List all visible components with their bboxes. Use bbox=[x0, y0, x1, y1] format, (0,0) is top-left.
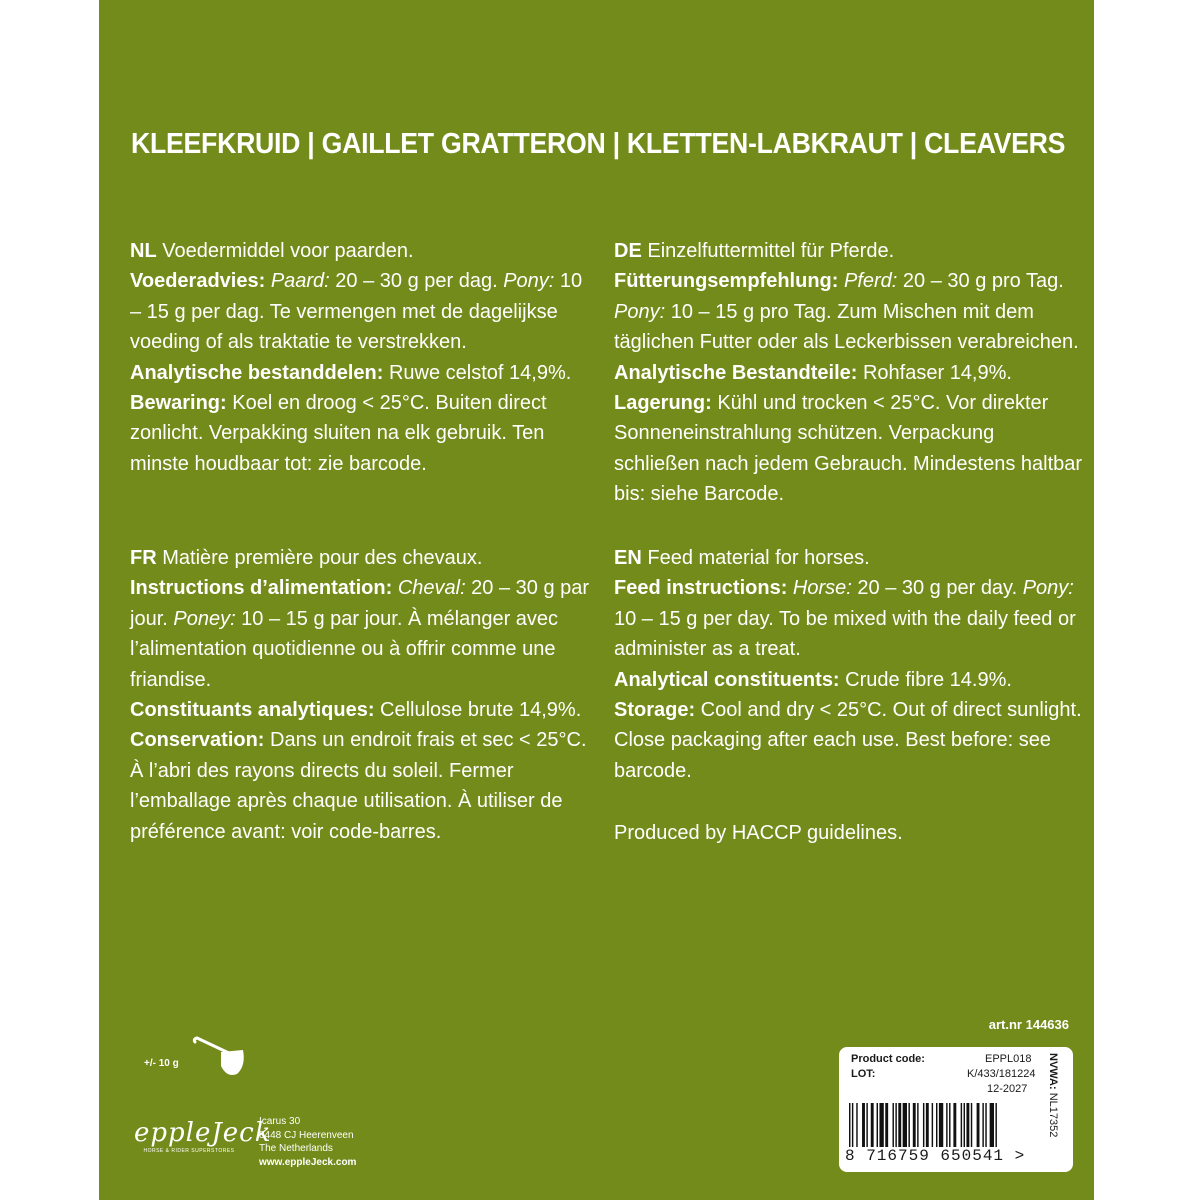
de-code: DE bbox=[614, 240, 642, 262]
barcode-bar bbox=[936, 1103, 937, 1147]
nl-pony-label: Pony: bbox=[503, 270, 555, 293]
article-number: art.nr 144636 bbox=[988, 1017, 1069, 1032]
en-intro: Feed material for horses. bbox=[641, 547, 870, 569]
barcode-bar bbox=[939, 1103, 943, 1147]
barcode-bar bbox=[961, 1103, 962, 1147]
barcode-bar bbox=[895, 1103, 896, 1147]
nl-horse-dose: 20 – 30 g per dag. bbox=[329, 270, 504, 293]
nvwa-value: NL17352 bbox=[1047, 1089, 1059, 1138]
en-advice-rest: 10 – 15 g per day. To be mixed with the daily feed or administer as a treat. bbox=[614, 607, 1076, 661]
fr-section bbox=[130, 543, 600, 847]
address-line: 8448 CJ Heerenveen bbox=[259, 1129, 354, 1141]
nl-advice-rest: 10 – 15 g per dag. Te vermengen met de dagelijkse voeding of als traktatie te verstrekken. bbox=[130, 270, 583, 354]
nvwa-label: NVWA: bbox=[1047, 1053, 1059, 1090]
nl-intro: Voedermiddel voor paarden. bbox=[156, 240, 414, 262]
barcode-image bbox=[847, 1103, 1043, 1147]
company-address bbox=[259, 1115, 356, 1169]
en-horse-dose: 20 – 30 g per day. bbox=[851, 577, 1023, 600]
barcode-bar bbox=[966, 1103, 969, 1147]
nl-advice-label: Voederadvies: bbox=[130, 270, 266, 293]
fr-analysis: Cellulose brute 14,9%. bbox=[374, 699, 582, 722]
de-pony-label: Pony: bbox=[614, 300, 666, 323]
product-code-value: EPPL018 bbox=[985, 1053, 1032, 1065]
en-storage-label: Storage: bbox=[614, 699, 696, 722]
barcode-bar bbox=[926, 1103, 929, 1147]
de-storage: Kühl und trocken < 25°C. Vor direkter Sonneneinstrahlung schützen. Verpackung schließen nach jedem Gebrauch. Mindestens haltbar bis: siehe Barcode. bbox=[614, 392, 1083, 506]
product-code-sticker bbox=[839, 1047, 1073, 1172]
barcode-bar bbox=[903, 1103, 907, 1147]
measuring-scoop-icon bbox=[191, 1036, 251, 1080]
de-storage-label: Lagerung: bbox=[614, 392, 712, 415]
barcode-bar bbox=[852, 1103, 853, 1147]
lot-label: LOT: bbox=[851, 1068, 876, 1080]
barcode-bar bbox=[917, 1103, 918, 1147]
fr-horse-label: Cheval: bbox=[397, 577, 466, 600]
de-horse-dose: 20 – 30 g pro Tag. bbox=[897, 270, 1064, 293]
fr-advice-rest: 10 – 15 g par jour. À mélanger avec l’alimentation quotidienne ou à offrir comme une friandise. bbox=[130, 607, 559, 691]
barcode-bar bbox=[995, 1103, 996, 1147]
barcode-bar bbox=[953, 1103, 956, 1147]
barcode-bar bbox=[856, 1103, 857, 1147]
barcode-number: 8 716759 650541 > bbox=[845, 1147, 1026, 1165]
nl-section bbox=[130, 236, 590, 479]
en-pony-label: Pony: bbox=[1022, 577, 1074, 600]
barcode-bar bbox=[964, 1103, 965, 1147]
de-analysis: Rohfaser 14,9%. bbox=[857, 361, 1012, 384]
barcode-bar bbox=[849, 1103, 850, 1147]
product-label-panel bbox=[99, 0, 1094, 1200]
de-advice-rest: 10 – 15 g pro Tag. Zum Mischen mit dem täglichen Futter oder als Leckerbissen verabreichen. bbox=[614, 300, 1079, 354]
fr-storage: Dans un endroit frais et sec < 25°C. À l’abri des rayons directs du soleil. Fermer l’emballage après chaque utilisation. À utiliser de préférence avant: voir code-barres. bbox=[130, 729, 587, 843]
nl-analysis: Ruwe celstof 14,9%. bbox=[383, 361, 572, 384]
barcode-bar bbox=[908, 1103, 909, 1147]
barcode-bar bbox=[946, 1103, 947, 1147]
barcode-bar bbox=[893, 1103, 894, 1147]
en-storage: Cool and dry < 25°C. Out of direct sunlight. Close packaging after each use. Best before: see barcode. bbox=[614, 699, 1082, 782]
address-line: The Netherlands bbox=[259, 1143, 333, 1154]
barcode-bar bbox=[913, 1103, 916, 1147]
barcode-bar bbox=[971, 1103, 972, 1147]
barcode-bar bbox=[985, 1103, 986, 1147]
barcode-bar bbox=[977, 1103, 980, 1147]
haccp-note: Produced by HACCP guidelines. bbox=[614, 822, 903, 844]
logo-tagline: HORSE & RIDER SUPERSTORES bbox=[143, 1148, 235, 1154]
fr-code: FR bbox=[130, 547, 157, 569]
de-section bbox=[614, 236, 1084, 510]
nl-storage: Koel en droog < 25°C. Buiten direct zonlicht. Verpakking sluiten na elk gebruik. Ten minste houdbaar tot: zie barcode. bbox=[130, 392, 547, 475]
epplejeck-logo bbox=[134, 1118, 272, 1154]
barcode-bar bbox=[871, 1103, 874, 1147]
barcode-bar bbox=[866, 1103, 867, 1147]
nl-code: NL bbox=[130, 240, 157, 262]
nl-storage-label: Bewaring: bbox=[130, 392, 227, 415]
en-section bbox=[614, 543, 1084, 786]
best-before-date: 12-2027 bbox=[987, 1083, 1028, 1095]
en-advice-label: Feed instructions: bbox=[614, 577, 788, 600]
nl-horse-label: Paard: bbox=[270, 270, 330, 293]
nl-analysis-label: Analytische bestanddelen: bbox=[130, 361, 384, 384]
lot-value: K/433/181224 bbox=[967, 1068, 1036, 1080]
product-title: KLEEFKRUID | GAILLET GRATTERON | KLETTEN-LABKRAUT | CLEAVERS bbox=[131, 128, 1066, 160]
en-analysis-label: Analytical constituents: bbox=[614, 668, 840, 691]
en-horse-label: Horse: bbox=[792, 577, 852, 600]
product-code-label: Product code: bbox=[851, 1053, 925, 1065]
de-analysis-label: Analytische Bestandteile: bbox=[614, 361, 858, 384]
address-website: www.eppleJeck.com bbox=[259, 1156, 357, 1168]
scoop-amount: +/- 10 g bbox=[144, 1058, 179, 1069]
fr-pony-label: Poney: bbox=[173, 607, 236, 630]
barcode-bar bbox=[982, 1103, 983, 1147]
barcode-bar bbox=[923, 1103, 924, 1147]
barcode-bar bbox=[898, 1103, 901, 1147]
barcode-bar bbox=[990, 1103, 994, 1147]
de-advice-label: Fütterungsempfehlung: bbox=[614, 270, 839, 293]
en-code: EN bbox=[614, 547, 642, 569]
logo-wordmark: eppleJeck bbox=[134, 1118, 272, 1148]
barcode-bar bbox=[949, 1103, 950, 1147]
fr-horse-dose: 20 – 30 g par jour. bbox=[130, 577, 590, 630]
fr-advice-label: Instructions d’alimentation: bbox=[130, 577, 393, 600]
barcode-bar bbox=[885, 1103, 888, 1147]
nvwa-registration bbox=[1047, 1053, 1067, 1165]
barcode-bar bbox=[877, 1103, 878, 1147]
barcode-bar bbox=[879, 1103, 883, 1147]
fr-analysis-label: Constituants analytiques: bbox=[130, 699, 375, 722]
de-horse-label: Pferd: bbox=[844, 270, 898, 293]
fr-intro: Matière première pour des chevaux. bbox=[156, 547, 483, 569]
fr-storage-label: Conservation: bbox=[130, 729, 265, 752]
address-line: Icarus 30 bbox=[259, 1116, 301, 1127]
barcode-bar bbox=[862, 1103, 865, 1147]
de-intro: Einzelfuttermittel für Pferde. bbox=[641, 240, 895, 262]
barcode-bar bbox=[932, 1103, 933, 1147]
en-analysis: Crude fibre 14.9%. bbox=[839, 668, 1012, 691]
